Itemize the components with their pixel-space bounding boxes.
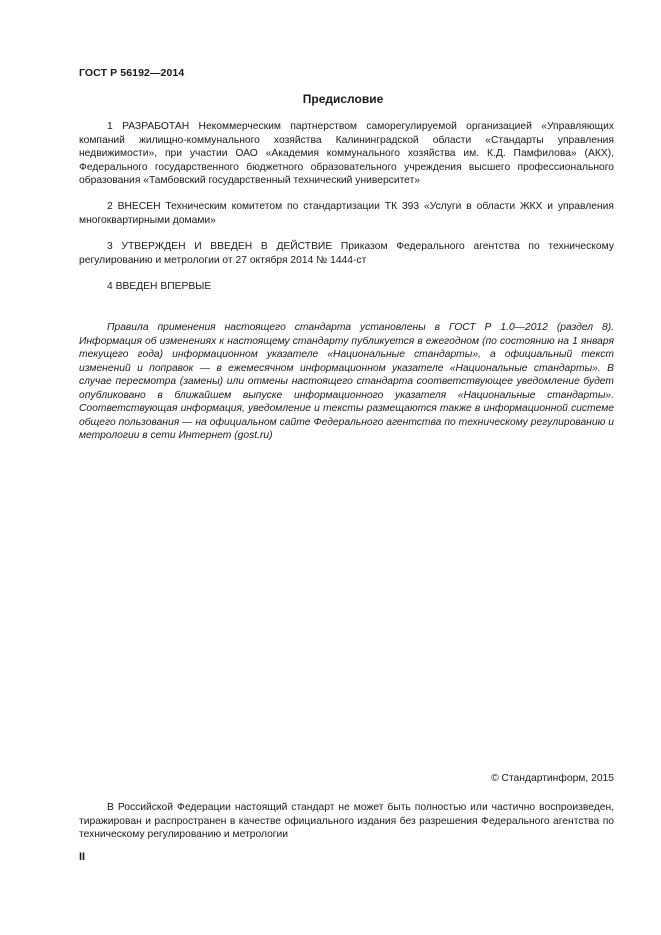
document-code: ГОСТ Р 56192—2014 <box>79 67 185 79</box>
paragraph-approved: 3 УТВЕРЖДЕН И ВВЕДЕН В ДЕЙСТВИЕ Приказом Федерального агентства по техническому регулированию и метрологии от 27 октября 2014 № 1444-ст <box>79 241 614 266</box>
section-title: Предисловие <box>302 92 384 106</box>
paragraph-developed-by: 1 РАЗРАБОТАН Некоммерческим партнерством саморегулируемой организацией «Управляющих компаний жилищно-коммунального хозяйства Калининградской области «Стандарты управления недвижимости», при участии ОАО «Академия коммунального хозяйства им. К.Д. Памфилова» (АКХ), Федерального государственного бюджетного образовательного учреждения высшего профессионального образования «Тамбовский государственный технический университет» <box>79 121 614 186</box>
page-number: II <box>79 851 86 863</box>
paragraph-first-introduced: 4 ВВЕДЕН ВПЕРВЫЕ <box>107 281 212 292</box>
paragraph-introduced-by: 2 ВНЕСЕН Техническим комитетом по стандартизации ТК 393 «Услуги в области ЖКХ и управления многоквартирными домами» <box>79 201 614 226</box>
legal-notice: В Российской Федерации настоящий стандарт не может быть полностью или частично воспроизведен, тиражирован и распространен в качестве официального издания без разрешения Федерального агентства по техническому регулированию и метрологии <box>79 802 614 840</box>
copyright-line: © Стандартинформ, 2015 <box>491 773 614 784</box>
application-rules-notice: Правила применения настоящего стандарта установлены в ГОСТ Р 1.0—2012 (раздел 8). Информация об изменениях к настоящему стандарту публикуется в ежегодном (по состоянию на 1 января текущего года) информационном указателе «Национальные стандарты», а официальный текст изменений и поправок — в ежемесячном информационном указателе «Национальные стандарты». В случае пересмотра (замены) или отмены настоящего стандарта соответствующее уведомление будет опубликовано в ближайшем выпуске информационного указателя «Национальные стандарты». Соответствующая информация, уведомление и тексты размещаются также в информационной системе общего пользования — на официальном сайте Федерального агентства по техническому регулированию и метрологии в сети Интернет (gost.ru) <box>79 322 614 441</box>
